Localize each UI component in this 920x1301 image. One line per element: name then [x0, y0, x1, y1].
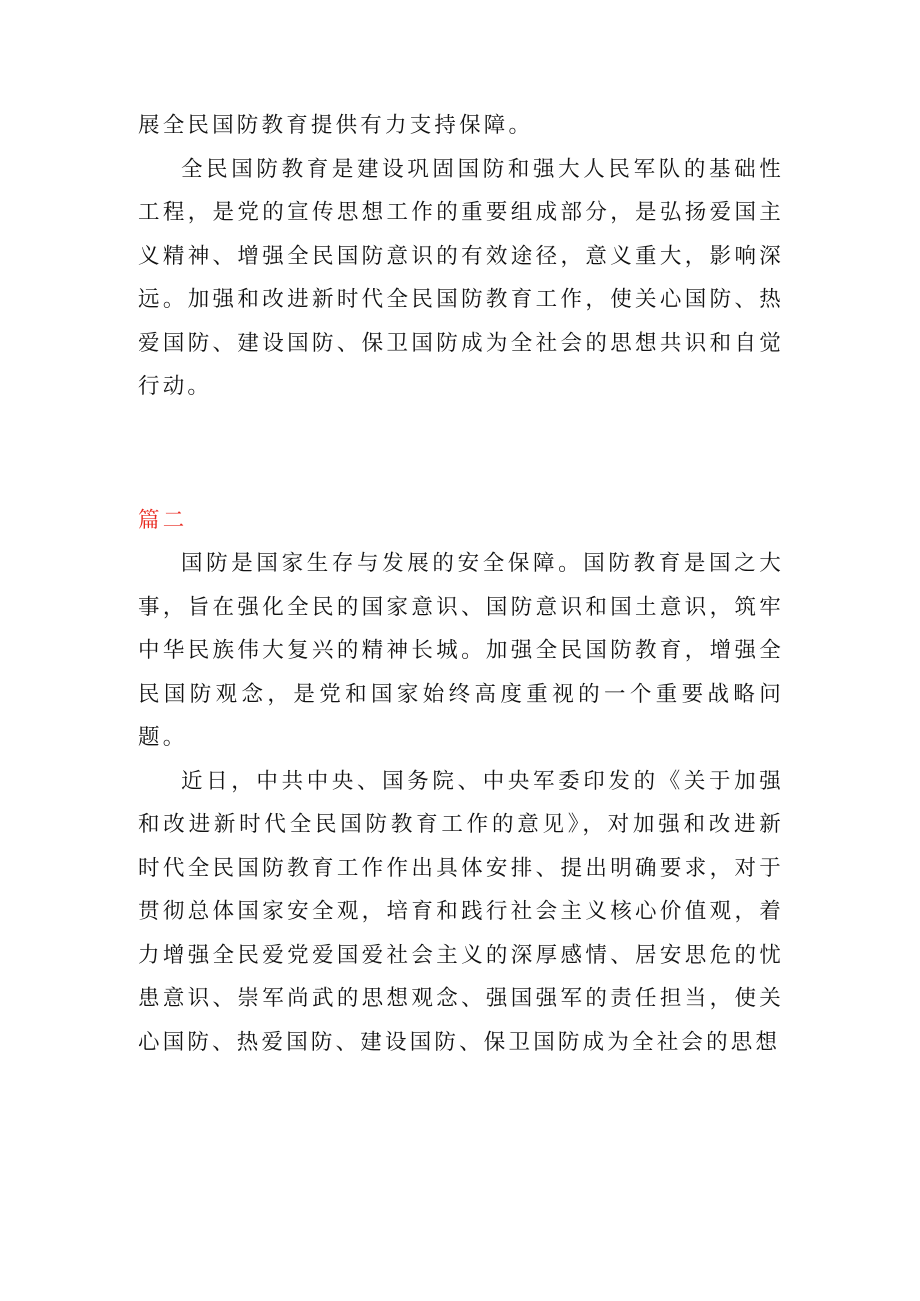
paragraph-continuation: 展全民国防教育提供有力支持保障。 [138, 113, 534, 138]
paragraph-defense-security: 国防是国家生存与发展的安全保障。国防教育是国之大事，旨在强化全民的国家意识、国防意识和国土意识，筑牢中华民族伟大复兴的精神长城。加强全民国防教育，增强全民国防观念，是党和国家始终高度重视的一个重要战略问题。 [138, 551, 784, 750]
document-page [138, 104, 784, 1064]
section-spacer [138, 409, 784, 499]
section-heading: 篇二 [138, 507, 188, 533]
paragraph-national-defense-education: 全民国防教育是建设巩固国防和强大人民军队的基础性工程，是党的宣传思想工作的重要组成部分，是弘扬爱国主义精神、增强全民国防意识的有效途径，意义重大，影响深远。加强和改进新时代全民国防教育工作，使关心国防、热爱国防、建设国防、保卫国防成为全社会的思想共识和自觉行动。 [138, 156, 784, 399]
paragraph-opinion-issued: 近日，中共中央、国务院、中央军委印发的《关于加强和改进新时代全民国防教育工作的意见》，对加强和改进新时代全民国防教育工作作出具体安排、提出明确要求，对于贯彻总体国家安全观，培育和践行社会主义核心价值观，着力增强全民爱党爱国爱社会主义的深厚感情、居安思危的忧患意识、崇军尚武的思想观念、强国强军的责任担当，使关心国防、热爱国防、建设国防、保卫国防成为全社会的思想 [138, 768, 784, 1055]
